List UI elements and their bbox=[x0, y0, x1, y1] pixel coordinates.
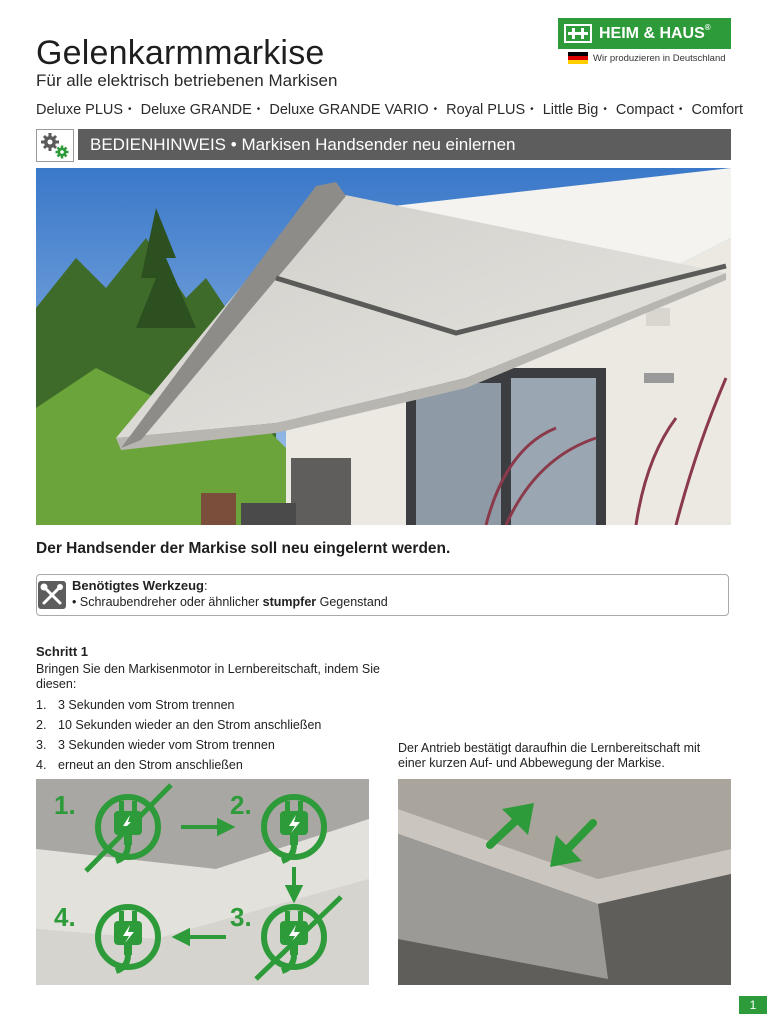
document-title: Gelenkarmmarkise bbox=[36, 34, 325, 72]
tools-icon bbox=[37, 580, 67, 610]
lead-text: Der Handsender der Markise soll neu eingelernt werden. bbox=[36, 540, 451, 557]
model-name: Little Big bbox=[542, 102, 599, 118]
step-text: erneut an den Strom anschließen bbox=[58, 758, 243, 772]
step-list-item bbox=[36, 757, 321, 777]
section-label: Markisen Handsender neu einlernen bbox=[241, 135, 516, 154]
model-separator: • bbox=[128, 104, 132, 115]
model-name: Deluxe GRANDE bbox=[140, 102, 252, 118]
step-list bbox=[36, 697, 321, 777]
tagline-text: Wir produzieren in Deutschland bbox=[593, 52, 726, 64]
tools-item-text: Schraubendreher oder ähnlicher bbox=[79, 595, 260, 609]
logo-registered-mark: ® bbox=[704, 23, 711, 32]
power-cycle-diagram bbox=[36, 779, 369, 985]
model-name: Deluxe GRANDE VARIO bbox=[269, 102, 429, 118]
model-name: Compact bbox=[615, 102, 674, 118]
diagram-label-3: 3. bbox=[230, 902, 252, 932]
model-separator: • bbox=[603, 104, 607, 115]
step-text: 10 Sekunden wieder an den Strom anschließen bbox=[58, 718, 322, 732]
confirmation-text: Der Antrieb bestätigt daraufhin die Lernbereitschaft mit einer kurzen Auf- und Abbewegung der Markise. bbox=[398, 741, 701, 770]
step-heading: Schritt 1 bbox=[36, 644, 89, 659]
step-intro: Bringen Sie den Markisenmotor in Lernbereitschaft, indem Sie diesen: bbox=[36, 662, 380, 691]
tools-title bbox=[72, 578, 208, 593]
step-list-item bbox=[36, 697, 321, 717]
model-separator: • bbox=[256, 104, 261, 115]
awning-movement-photo bbox=[398, 779, 731, 985]
tools-item-bold: stumpfer bbox=[262, 595, 317, 609]
brand-logo bbox=[558, 18, 731, 49]
model-name: Royal PLUS bbox=[446, 102, 526, 118]
step-number: 1. bbox=[36, 698, 47, 712]
step-number: 4. bbox=[36, 758, 47, 772]
step-list-item bbox=[36, 737, 321, 757]
section-label-strong: BEDIENHINWEIS bbox=[90, 135, 227, 154]
model-list bbox=[36, 102, 743, 118]
german-flag-icon bbox=[568, 52, 588, 64]
brand-tagline bbox=[568, 52, 726, 64]
step-text: 3 Sekunden vom Strom trennen bbox=[58, 698, 235, 712]
step-number: 2. bbox=[36, 718, 47, 732]
tools-item bbox=[72, 595, 388, 609]
logo-text: HEIM & HAUS bbox=[599, 24, 705, 42]
diagram-label-1: 1. bbox=[54, 790, 76, 820]
model-name: Comfort bbox=[691, 102, 744, 118]
step-list-item bbox=[36, 717, 321, 737]
model-separator: • bbox=[678, 104, 683, 115]
diagram-label-4: 4. bbox=[54, 902, 76, 932]
tools-item-text-end: Gegenstand bbox=[319, 595, 388, 609]
model-separator: • bbox=[530, 104, 534, 115]
step-number: 3. bbox=[36, 738, 47, 752]
hero-awning-photo bbox=[36, 168, 731, 525]
tools-title-text: Benötigtes Werkzeug bbox=[72, 578, 204, 593]
bullet: • bbox=[72, 595, 77, 609]
tools-title-colon: : bbox=[203, 578, 208, 593]
step-text: 3 Sekunden wieder vom Strom trennen bbox=[58, 738, 275, 752]
diagram-label-2: 2. bbox=[230, 790, 252, 820]
section-heading-bar bbox=[78, 129, 731, 160]
page-number: 1 bbox=[739, 996, 767, 1014]
model-name: Deluxe PLUS bbox=[36, 102, 124, 118]
model-separator: • bbox=[433, 104, 438, 115]
logo-mark-icon bbox=[564, 24, 592, 43]
document-subtitle: Für alle elektrisch betriebenen Markisen bbox=[36, 71, 338, 90]
gears-icon bbox=[36, 129, 74, 162]
section-separator: • bbox=[226, 135, 242, 154]
